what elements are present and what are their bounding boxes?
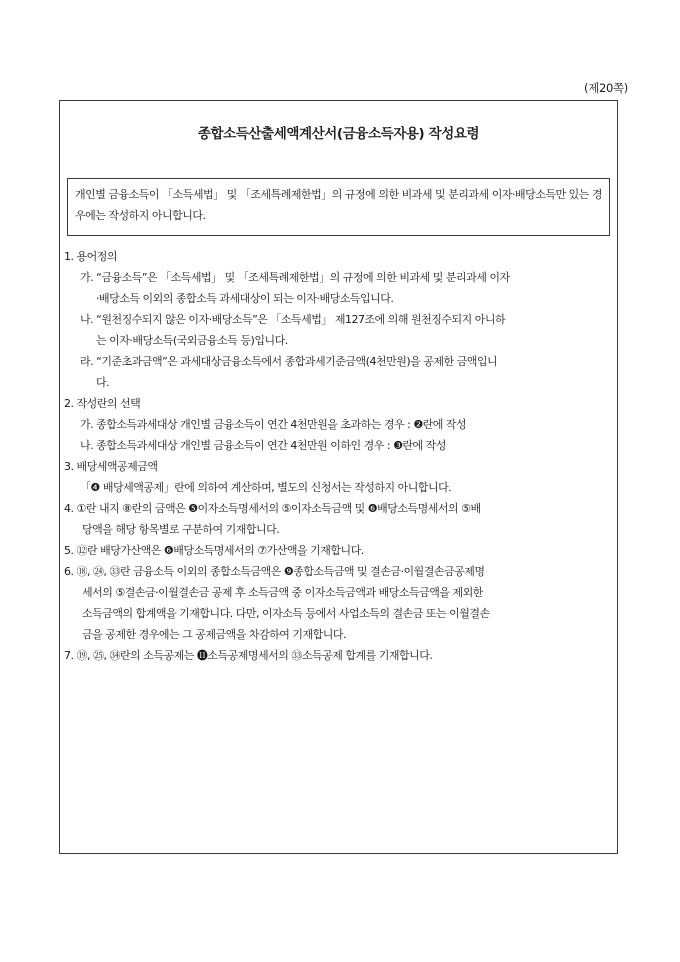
instruction-line: 다. bbox=[96, 376, 110, 389]
instruction-line: 7. ⑲, ㉕, ㉞란의 소득공제는 ⓫소득공제명세서의 ㉝소득공제 합계를 기재합니다. bbox=[64, 649, 433, 662]
instruction-line: 6. ⑱, ㉔, ㉝란 금융소득 이외의 종합소득금액은 ❾종합소득금액 및 결손금·이월결손금공제명 bbox=[64, 565, 485, 578]
document-title: 종합소득산출세액계산서(금융소득자용) 작성요령 bbox=[197, 126, 480, 142]
instruction-line: 세서의 ⑤결손금·이월결손금 공제 후 소득금액 중 이자소득금액과 배당소득금액을 제외한 bbox=[82, 586, 483, 599]
instruction-line: 1. 용어정의 bbox=[64, 250, 117, 263]
instruction-line: 3. 배당세액공제금액 bbox=[64, 460, 158, 473]
instruction-list bbox=[64, 246, 613, 666]
instruction-line: ·배당소득 이외의 종합소득 과세대상이 되는 이자·배당소득입니다. bbox=[96, 292, 394, 305]
instruction-line: 「❹ 배당세액공제」란에 의하여 계산하며, 별도의 신청서는 작성하지 아니합니다. bbox=[80, 481, 452, 494]
instruction-line: 당액을 해당 항목별로 구분하여 기재합니다. bbox=[82, 523, 280, 536]
notice-text: 개인별 금융소득이 「소득세법」 및 「조세특례제한법」의 규정에 의한 비과세 및 분리과세 이자·배당소득만 있는 경우에는 작성하지 아니합니다. bbox=[75, 188, 602, 222]
notice-box bbox=[67, 178, 610, 236]
instruction-line: 4. ①란 내지 ⑧란의 금액은 ❺이자소득명세서의 ⑤이자소득금액 및 ❻배당소득명세서의 ⑤배 bbox=[64, 502, 481, 515]
instruction-line: 금을 공제한 경우에는 그 공제금액을 차감하여 기재합니다. bbox=[82, 628, 346, 641]
instruction-line: 2. 작성란의 선택 bbox=[64, 397, 141, 410]
instruction-line: 나. 종합소득과세대상 개인별 금융소득이 연간 4천만원 이하인 경우 : ❸란에 작성 bbox=[80, 439, 446, 452]
instruction-line: 라. “기준초과금액”은 과세대상금융소득에서 종합과세기준금액(4천만원)을 공제한 금액입니 bbox=[80, 355, 498, 368]
instruction-line: 나. “원천징수되지 않은 이자·배당소득”은 「소득세법」 제127조에 의해 원천징수되지 아니하 bbox=[80, 313, 506, 326]
page-number: (제20쪽) bbox=[583, 81, 628, 95]
instruction-line: 는 이자·배당소득(국외금융소득 등)입니다. bbox=[96, 334, 288, 347]
instruction-line: 소득금액의 합계액을 기재합니다. 다만, 이자소득 등에서 사업소득의 결손금 또는 이월결손 bbox=[82, 607, 490, 620]
instruction-line: 가. “금융소득”은 「소득세법」 및 「조세특례제한법」의 규정에 의한 비과세 및 분리과세 이자 bbox=[80, 271, 510, 284]
instruction-line: 가. 종합소득과세대상 개인별 금융소득이 연간 4천만원을 초과하는 경우 : ❷란에 작성 bbox=[80, 418, 467, 431]
instruction-line: 5. ⑫란 배당가산액은 ❻배당소득명세서의 ⑦가산액을 기재합니다. bbox=[64, 544, 364, 557]
